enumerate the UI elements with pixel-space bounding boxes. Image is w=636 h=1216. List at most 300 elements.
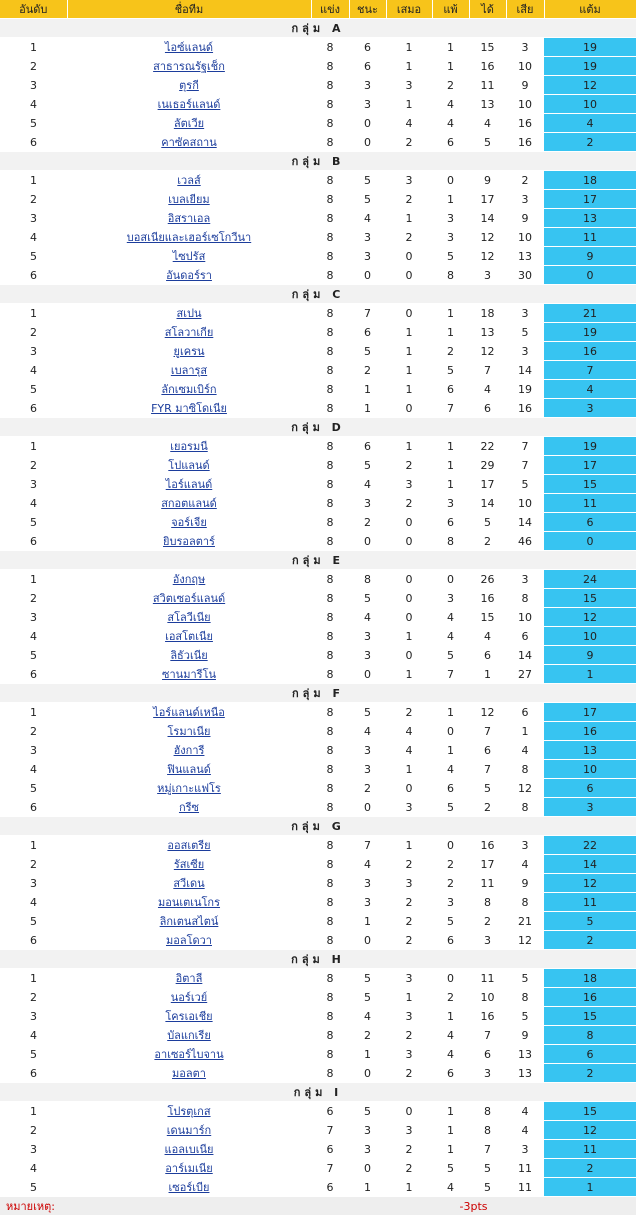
lost-cell: 5: [432, 1159, 469, 1178]
team-link[interactable]: ไซปรัส: [172, 250, 206, 263]
table-row: [0, 855, 636, 874]
team-link[interactable]: สเปน: [176, 307, 202, 320]
team-link[interactable]: โรมาเนีย: [167, 725, 211, 738]
rank-cell: 6: [0, 532, 67, 551]
table-row: [0, 931, 636, 950]
team-link[interactable]: ตุรกี: [179, 79, 199, 92]
won-cell: 3: [349, 247, 386, 266]
lost-cell: 1: [432, 1007, 469, 1026]
group-title: กลุ่ม I: [0, 1083, 636, 1102]
team-link[interactable]: สกอตแลนด์: [161, 497, 217, 510]
goals-for-cell: 4: [469, 380, 506, 399]
played-cell: 8: [311, 456, 349, 475]
goals-for-cell: 5: [469, 513, 506, 532]
rank-cell: 1: [0, 304, 67, 323]
group-header-row: [0, 19, 636, 38]
team-link[interactable]: มอลตา: [172, 1067, 206, 1080]
goals-for-cell: 8: [469, 1121, 506, 1140]
team-cell: [67, 608, 311, 627]
team-link[interactable]: ลิธัวเนีย: [170, 649, 208, 662]
played-cell: 8: [311, 494, 349, 513]
team-link[interactable]: FYR มาซิโดเนีย: [151, 402, 227, 415]
lost-cell: 2: [432, 342, 469, 361]
team-cell: [67, 912, 311, 931]
points-cell: 13: [544, 741, 636, 760]
team-cell: [67, 247, 311, 266]
goals-for-cell: 7: [469, 1026, 506, 1045]
goals-against-cell: 13: [506, 1064, 544, 1083]
lost-cell: 0: [432, 969, 469, 988]
won-cell: 3: [349, 95, 386, 114]
lost-cell: 1: [432, 437, 469, 456]
team-link[interactable]: ลิกเตนสไตน์: [159, 915, 219, 928]
points-cell: 0: [544, 266, 636, 285]
team-cell: [67, 836, 311, 855]
team-link[interactable]: นอร์เวย์: [170, 991, 208, 1004]
goals-against-cell: 3: [506, 836, 544, 855]
rank-cell: 5: [0, 1045, 67, 1064]
goals-for-cell: 7: [469, 760, 506, 779]
table-row: [0, 627, 636, 646]
team-link[interactable]: บอสเนียและเฮอร์เซโกวีนา: [126, 231, 252, 244]
team-link[interactable]: กรีซ: [178, 801, 200, 814]
won-cell: 0: [349, 931, 386, 950]
played-cell: 8: [311, 475, 349, 494]
table-row: [0, 380, 636, 399]
won-cell: 6: [349, 323, 386, 342]
team-link[interactable]: อาเซอร์ไบจาน: [154, 1048, 224, 1061]
team-cell: [67, 741, 311, 760]
team-link[interactable]: ออสเตรีย: [167, 839, 211, 852]
table-row: [0, 570, 636, 589]
goals-against-cell: 27: [506, 665, 544, 684]
rank-cell: 2: [0, 456, 67, 475]
goals-for-cell: 11: [469, 76, 506, 95]
table-row: [0, 95, 636, 114]
goals-against-cell: 3: [506, 570, 544, 589]
rank-cell: 6: [0, 931, 67, 950]
rank-cell: 1: [0, 38, 67, 57]
team-cell: [67, 95, 311, 114]
rank-cell: 2: [0, 722, 67, 741]
goals-for-cell: 5: [469, 133, 506, 152]
lost-cell: 5: [432, 912, 469, 931]
rank-cell: 2: [0, 1121, 67, 1140]
goals-for-cell: 2: [469, 798, 506, 817]
goals-for-cell: 6: [469, 399, 506, 418]
goals-for-cell: 26: [469, 570, 506, 589]
team-cell: [67, 570, 311, 589]
team-link[interactable]: ฟินแลนด์: [167, 763, 211, 776]
lost-cell: 8: [432, 266, 469, 285]
team-cell: [67, 1159, 311, 1178]
table-row: [0, 114, 636, 133]
drawn-cell: 2: [386, 1140, 432, 1159]
rank-cell: 4: [0, 1159, 67, 1178]
won-cell: 5: [349, 342, 386, 361]
played-cell: 8: [311, 76, 349, 95]
rank-cell: 3: [0, 741, 67, 760]
rank-cell: 3: [0, 608, 67, 627]
drawn-cell: 0: [386, 589, 432, 608]
team-link[interactable]: เยอรมนี: [170, 440, 208, 453]
drawn-cell: 2: [386, 1159, 432, 1178]
team-link[interactable]: ไอร์แลนด์เหนือ: [153, 706, 225, 719]
played-cell: 8: [311, 323, 349, 342]
played-cell: 8: [311, 304, 349, 323]
goals-against-cell: 13: [506, 1045, 544, 1064]
drawn-cell: 0: [386, 646, 432, 665]
lost-cell: 4: [432, 1045, 469, 1064]
table-row: [0, 969, 636, 988]
won-cell: 3: [349, 1140, 386, 1159]
points-cell: 1: [544, 1178, 636, 1197]
goals-for-cell: 17: [469, 475, 506, 494]
goals-against-cell: 3: [506, 342, 544, 361]
played-cell: 8: [311, 133, 349, 152]
team-link[interactable]: อาร์เมเนีย: [165, 1162, 213, 1175]
rank-cell: 4: [0, 1026, 67, 1045]
team-cell: [67, 228, 311, 247]
lost-cell: 3: [432, 589, 469, 608]
points-cell: 9: [544, 247, 636, 266]
lost-cell: 6: [432, 133, 469, 152]
drawn-cell: 0: [386, 1102, 432, 1121]
points-cell: 13: [544, 209, 636, 228]
played-cell: 8: [311, 760, 349, 779]
team-cell: [67, 1140, 311, 1159]
table-row: [0, 1178, 636, 1197]
goals-against-cell: 10: [506, 228, 544, 247]
table-row: [0, 304, 636, 323]
team-link[interactable]: แอลเบเนีย: [164, 1143, 214, 1156]
rank-cell: 6: [0, 266, 67, 285]
drawn-cell: 1: [386, 361, 432, 380]
table-row: [0, 38, 636, 57]
team-link[interactable]: สโลวาเกีย: [164, 326, 214, 339]
goals-for-cell: 15: [469, 608, 506, 627]
goals-for-cell: 16: [469, 57, 506, 76]
goals-against-cell: 9: [506, 209, 544, 228]
points-cell: 11: [544, 494, 636, 513]
played-cell: 8: [311, 893, 349, 912]
won-cell: 6: [349, 437, 386, 456]
goals-against-cell: 4: [506, 741, 544, 760]
drawn-cell: 2: [386, 190, 432, 209]
team-link[interactable]: เนเธอร์แลนด์: [157, 98, 221, 111]
table-row: [0, 1045, 636, 1064]
team-cell: [67, 646, 311, 665]
rank-cell: 3: [0, 209, 67, 228]
played-cell: 8: [311, 399, 349, 418]
points-cell: 10: [544, 95, 636, 114]
lost-cell: 5: [432, 798, 469, 817]
goals-against-cell: 13: [506, 247, 544, 266]
drawn-cell: 1: [386, 38, 432, 57]
goals-against-cell: 11: [506, 1178, 544, 1197]
points-cell: 17: [544, 703, 636, 722]
team-link[interactable]: เดนมาร์ก: [166, 1124, 212, 1137]
drawn-cell: 4: [386, 114, 432, 133]
points-cell: 3: [544, 798, 636, 817]
table-row: [0, 1026, 636, 1045]
played-cell: 8: [311, 931, 349, 950]
table-row: [0, 323, 636, 342]
table-row: [0, 589, 636, 608]
team-link[interactable]: รัสเซีย: [173, 858, 205, 871]
won-cell: 5: [349, 171, 386, 190]
team-cell: [67, 969, 311, 988]
goals-against-cell: 7: [506, 456, 544, 475]
played-cell: 8: [311, 228, 349, 247]
goals-against-cell: 10: [506, 95, 544, 114]
goals-against-cell: 21: [506, 912, 544, 931]
goals-against-cell: 4: [506, 1102, 544, 1121]
won-cell: 0: [349, 133, 386, 152]
team-link[interactable]: สาธารณรัฐเช็ก: [153, 60, 225, 73]
team-link[interactable]: มอนเตเนโกร: [157, 896, 221, 909]
played-cell: 8: [311, 171, 349, 190]
group-title: กลุ่ม B: [0, 152, 636, 171]
table-row: [0, 76, 636, 95]
team-link[interactable]: ยูเครน: [173, 345, 205, 358]
goals-for-cell: 10: [469, 988, 506, 1007]
team-link[interactable]: ฮังการี: [173, 744, 205, 757]
team-link[interactable]: อิสราเอล: [167, 212, 211, 225]
table-row: [0, 133, 636, 152]
goals-against-cell: 10: [506, 494, 544, 513]
goals-for-cell: 13: [469, 95, 506, 114]
won-cell: 3: [349, 874, 386, 893]
team-link[interactable]: อันดอร์รา: [166, 269, 212, 282]
team-link[interactable]: ไอซ์แลนด์: [164, 41, 214, 54]
goals-for-cell: 1: [469, 665, 506, 684]
won-cell: 8: [349, 570, 386, 589]
group-title: กลุ่ม E: [0, 551, 636, 570]
team-cell: [67, 57, 311, 76]
header-drawn: เสมอ: [386, 0, 432, 19]
won-cell: 1: [349, 399, 386, 418]
note-row: [0, 1197, 636, 1216]
team-cell: [67, 1064, 311, 1083]
points-cell: 15: [544, 1102, 636, 1121]
won-cell: 3: [349, 646, 386, 665]
note-text: -3pts: [311, 1197, 636, 1216]
won-cell: 3: [349, 228, 386, 247]
goals-for-cell: 4: [469, 627, 506, 646]
played-cell: 8: [311, 969, 349, 988]
goals-against-cell: 19: [506, 380, 544, 399]
goals-against-cell: 46: [506, 532, 544, 551]
played-cell: 8: [311, 1026, 349, 1045]
won-cell: 5: [349, 456, 386, 475]
team-cell: [67, 1026, 311, 1045]
goals-for-cell: 6: [469, 1045, 506, 1064]
played-cell: 8: [311, 836, 349, 855]
won-cell: 0: [349, 532, 386, 551]
rank-cell: 5: [0, 380, 67, 399]
goals-against-cell: 3: [506, 304, 544, 323]
drawn-cell: 2: [386, 456, 432, 475]
table-row: [0, 988, 636, 1007]
points-cell: 0: [544, 532, 636, 551]
header-goals-against: เสีย: [506, 0, 544, 19]
points-cell: 11: [544, 893, 636, 912]
group-title: กลุ่ม C: [0, 285, 636, 304]
header-goals-for: ได้: [469, 0, 506, 19]
played-cell: 8: [311, 665, 349, 684]
drawn-cell: 0: [386, 266, 432, 285]
team-link[interactable]: บัลแกเรีย: [167, 1029, 211, 1042]
table-row: [0, 703, 636, 722]
rank-cell: 1: [0, 703, 67, 722]
rank-cell: 2: [0, 190, 67, 209]
table-row: [0, 399, 636, 418]
lost-cell: 1: [432, 323, 469, 342]
goals-for-cell: 3: [469, 1064, 506, 1083]
goals-against-cell: 14: [506, 361, 544, 380]
played-cell: 8: [311, 912, 349, 931]
team-cell: [67, 114, 311, 133]
goals-for-cell: 14: [469, 209, 506, 228]
team-link[interactable]: เบลารุส: [170, 364, 208, 377]
table-row: [0, 798, 636, 817]
team-link[interactable]: ยิบรอลตาร์: [163, 535, 215, 548]
team-cell: [67, 209, 311, 228]
drawn-cell: 1: [386, 627, 432, 646]
team-link[interactable]: เบลเยียม: [168, 193, 210, 206]
drawn-cell: 1: [386, 437, 432, 456]
goals-for-cell: 7: [469, 1140, 506, 1159]
lost-cell: 6: [432, 779, 469, 798]
header-team: ชื่อทีม: [67, 0, 311, 19]
team-link[interactable]: มอลโดวา: [165, 934, 212, 947]
lost-cell: 1: [432, 741, 469, 760]
team-link[interactable]: โปรตุเกส: [167, 1105, 211, 1118]
goals-for-cell: 5: [469, 779, 506, 798]
rank-cell: 4: [0, 228, 67, 247]
team-cell: [67, 380, 311, 399]
won-cell: 2: [349, 513, 386, 532]
goals-against-cell: 8: [506, 760, 544, 779]
team-cell: [67, 171, 311, 190]
rank-cell: 1: [0, 171, 67, 190]
points-cell: 2: [544, 1159, 636, 1178]
team-link[interactable]: อังกฤษ: [172, 573, 206, 586]
won-cell: 5: [349, 1102, 386, 1121]
played-cell: 8: [311, 627, 349, 646]
won-cell: 5: [349, 703, 386, 722]
won-cell: 5: [349, 589, 386, 608]
points-cell: 15: [544, 589, 636, 608]
team-link[interactable]: เวลส์: [177, 174, 201, 187]
team-link[interactable]: ลักเซมเบิร์ก: [161, 383, 217, 396]
team-cell: [67, 494, 311, 513]
rank-cell: 3: [0, 874, 67, 893]
drawn-cell: 2: [386, 912, 432, 931]
goals-for-cell: 17: [469, 855, 506, 874]
team-link[interactable]: จอร์เจีย: [171, 516, 207, 529]
played-cell: 8: [311, 190, 349, 209]
goals-for-cell: 15: [469, 38, 506, 57]
lost-cell: 6: [432, 513, 469, 532]
points-cell: 12: [544, 874, 636, 893]
team-link[interactable]: สวีเดน: [173, 877, 205, 890]
points-cell: 12: [544, 76, 636, 95]
team-cell: [67, 266, 311, 285]
played-cell: 8: [311, 38, 349, 57]
table-row: [0, 646, 636, 665]
lost-cell: 8: [432, 532, 469, 551]
goals-for-cell: 18: [469, 304, 506, 323]
team-link[interactable]: ไอร์แลนด์: [165, 478, 213, 491]
team-link[interactable]: อิตาลี: [175, 972, 203, 985]
drawn-cell: 2: [386, 1026, 432, 1045]
table-row: [0, 1064, 636, 1083]
won-cell: 5: [349, 190, 386, 209]
won-cell: 4: [349, 475, 386, 494]
table-row: [0, 722, 636, 741]
drawn-cell: 1: [386, 342, 432, 361]
points-cell: 14: [544, 855, 636, 874]
goals-against-cell: 30: [506, 266, 544, 285]
won-cell: 1: [349, 1045, 386, 1064]
points-cell: 6: [544, 779, 636, 798]
team-link[interactable]: ซานมารีโน: [162, 668, 216, 681]
played-cell: 8: [311, 437, 349, 456]
won-cell: 4: [349, 1007, 386, 1026]
team-link[interactable]: สโลวีเนีย: [167, 611, 211, 624]
team-cell: [67, 589, 311, 608]
points-cell: 9: [544, 646, 636, 665]
rank-cell: 5: [0, 779, 67, 798]
rank-cell: 5: [0, 513, 67, 532]
team-link[interactable]: ลัตเวีย: [173, 117, 205, 130]
goals-for-cell: 8: [469, 893, 506, 912]
drawn-cell: 3: [386, 798, 432, 817]
goals-against-cell: 6: [506, 703, 544, 722]
table-row: [0, 437, 636, 456]
goals-against-cell: 5: [506, 969, 544, 988]
points-cell: 6: [544, 513, 636, 532]
drawn-cell: 3: [386, 475, 432, 494]
team-cell: [67, 798, 311, 817]
rank-cell: 2: [0, 57, 67, 76]
team-link[interactable]: สวิตเซอร์แลนด์: [152, 592, 226, 605]
table-row: [0, 171, 636, 190]
drawn-cell: 1: [386, 665, 432, 684]
team-link[interactable]: หมู่เกาะแฟโร: [157, 782, 221, 795]
table-row: [0, 874, 636, 893]
team-link[interactable]: เซอร์เบีย: [168, 1181, 210, 1194]
rank-cell: 3: [0, 475, 67, 494]
team-link[interactable]: โครเอเชีย: [165, 1010, 213, 1023]
lost-cell: 7: [432, 665, 469, 684]
team-link[interactable]: คาซัคสถาน: [161, 136, 217, 149]
goals-for-cell: 9: [469, 171, 506, 190]
played-cell: 7: [311, 1121, 349, 1140]
goals-for-cell: 22: [469, 437, 506, 456]
goals-for-cell: 6: [469, 741, 506, 760]
goals-for-cell: 2: [469, 532, 506, 551]
goals-against-cell: 9: [506, 1026, 544, 1045]
points-cell: 17: [544, 456, 636, 475]
team-link[interactable]: โปแลนด์: [168, 459, 210, 472]
goals-against-cell: 16: [506, 399, 544, 418]
lost-cell: 4: [432, 1026, 469, 1045]
team-link[interactable]: เอสโตเนีย: [165, 630, 213, 643]
goals-for-cell: 13: [469, 323, 506, 342]
